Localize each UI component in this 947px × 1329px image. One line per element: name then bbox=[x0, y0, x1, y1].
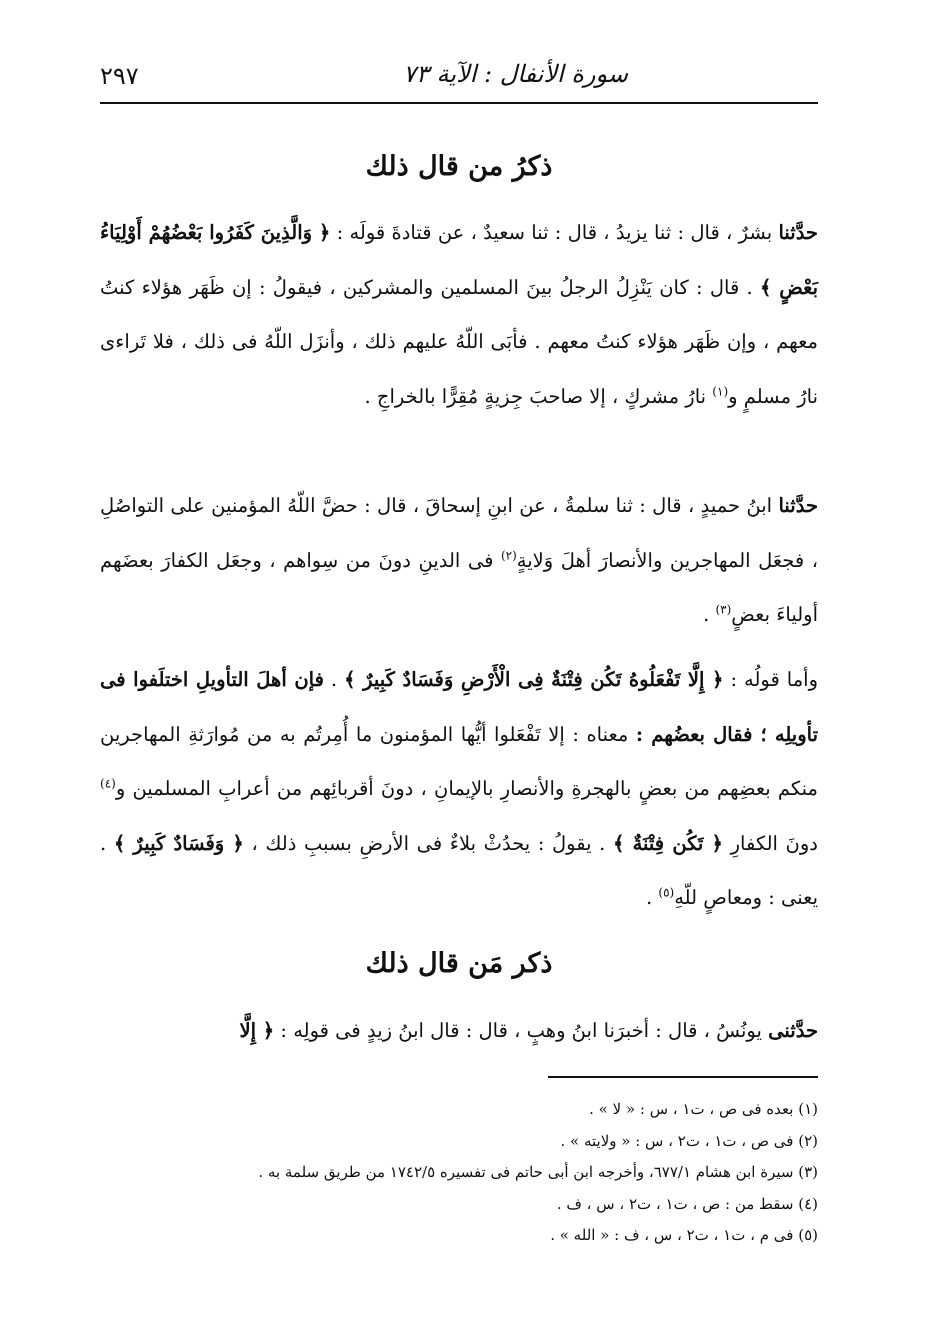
paragraph-text: . bbox=[703, 603, 710, 626]
footnotes bbox=[100, 1094, 818, 1252]
quran-quote: ﴿ إِلَّا تَفْعَلُوهُ تَكُن فِتْنَةٌ فِى الْأَرْضِ وَفَسَادٌ كَبِيرٌ ﴾ bbox=[344, 668, 724, 691]
paragraph-2 bbox=[100, 479, 818, 643]
quran-quote: ﴿ وَفَسَادٌ كَبِيرٌ ﴾ bbox=[113, 831, 244, 855]
paragraph-text: وأما قولُه : bbox=[730, 668, 819, 691]
quran-quote: ﴿ تَكُن فِتْنَةٌ ﴾ bbox=[612, 831, 723, 855]
footnote-marker: (١) bbox=[712, 384, 729, 398]
footnote-3: (٣) سيرة ابن هشام ٦٧٧/١، وأخرجه ابن أبى حاتم فى تفسيره ١٧٤٢/٥ من طريق سلمة به . bbox=[258, 1163, 818, 1181]
footnote-marker: (٥) bbox=[658, 885, 675, 900]
paragraph-4 bbox=[100, 1004, 818, 1059]
running-header bbox=[100, 52, 818, 92]
narration-lead: حدَّثنى bbox=[768, 1019, 818, 1042]
paragraph-text: بشرٌ ، قال : ثنا يزيدُ ، قال : ثنا سعيدٌ ، عن قتادةَ قولَه : bbox=[336, 221, 773, 244]
footnote-rule bbox=[548, 1076, 818, 1078]
footnote-4: (٤) سقط من : ص ، ت١ ، ت٢ ، س ، ف . bbox=[556, 1194, 818, 1213]
paragraph-text: . bbox=[645, 886, 653, 909]
section-heading-1: ذكرُ من قال ذلك bbox=[365, 151, 553, 182]
paragraph-text: فى الدينِ دونَ من سِواهم ، وجعَل الكفارَ بعضَهم أولياءَ بعضٍ bbox=[100, 548, 818, 626]
paragraph-text: . قال : كان يَنْزِلُ الرجلُ بينَ المسلمين والمشركين ، فيقولُ : إن ظَهَر هؤلاء كنتُ معهم ، وإن ظَهَر هؤلاء كنتُ معهم . فأبَى اللّهُ عليهم ذلك ، وأنزَل اللّهُ فى ذلك ، فلا تَراءى نارُ مسلمٍ و bbox=[100, 275, 818, 408]
quran-quote: ﴿ وَالَّذِينَ كَفَرُوا بَعْضُهُمْ أَوْلِيَاءُ بَعْضٍ ﴾ bbox=[100, 221, 818, 299]
paragraph-text: ابنُ حميدٍ ، قال : ثنا سلمةُ ، عن ابنِ إسحاقَ ، قال : حضَّ اللّهُ المؤمنين على التواصُلِ ، فجعَل المهاجرين والأنصارَ أهلَ وَلايةٍ bbox=[100, 494, 818, 572]
paragraph-text: . bbox=[330, 668, 338, 691]
page-number: ٢٩٧ bbox=[100, 62, 139, 90]
footnote-marker: (٢) bbox=[500, 548, 517, 562]
section-heading-2: ذكر مَن قال ذلك bbox=[365, 948, 553, 979]
quran-quote: ﴿ إِلَّا bbox=[239, 1019, 275, 1042]
narration-lead: حدَّثنا bbox=[778, 221, 818, 244]
paragraph-1 bbox=[100, 206, 818, 424]
surah-header-title: سورة الأنفال : الآية ٧٣ bbox=[403, 60, 628, 88]
footnote-marker: (٤) bbox=[100, 776, 116, 791]
paragraph-text: . يقولُ : يحدُثْ بلاءٌ فى الأرضِ بسببِ ذلك ، bbox=[251, 831, 606, 855]
footnote-5: (٥) فى م ، ت١ ، ت٢ ، س ، ف : « الله » . bbox=[550, 1226, 818, 1244]
paragraph-text: يونُسُ ، قال : أخبرَنا ابنُ وهبٍ ، قال : قال ابنُ زيدٍ فى قولِه : bbox=[280, 1019, 762, 1042]
footnote-1: (١) بعده فى ص ، ت١ ، س : « لا » . bbox=[589, 1100, 818, 1118]
bold-statement: فإن أهلَ التأويلِ اختلَفوا فى تأويلِه ؛ فقال بعضُهم : bbox=[100, 668, 819, 746]
paragraph-text: نارُ مشركٍ ، إلا صاحبَ جِزيةٍ مُقِرًّا بالخراجِ . bbox=[364, 384, 707, 408]
paragraph-text: معناه : إلا تَفْعَلوا أيُّها المؤمنون ما أُمِرتُم به من مُوارَثةِ المهاجرين منكم بعضِهم من بعضٍ بالهجرةِ والأنصارِ بالإيمانِ ، دونَ أقربائِهم من أعرابِ المسلمين و bbox=[100, 722, 818, 800]
header-rule bbox=[100, 102, 818, 104]
paragraph-3 bbox=[100, 653, 818, 926]
footnote-2: (٢) فى ص ، ت١ ، ت٢ ، س : « ولايته » . bbox=[560, 1131, 818, 1150]
paragraph-text: . يعنى : ومعاصٍ للّهِ bbox=[100, 831, 818, 909]
narration-lead: حدَّثنا bbox=[778, 494, 818, 517]
paragraph-text: دونَ الكفارِ bbox=[730, 831, 818, 855]
footnote-marker: (٣) bbox=[715, 602, 732, 617]
